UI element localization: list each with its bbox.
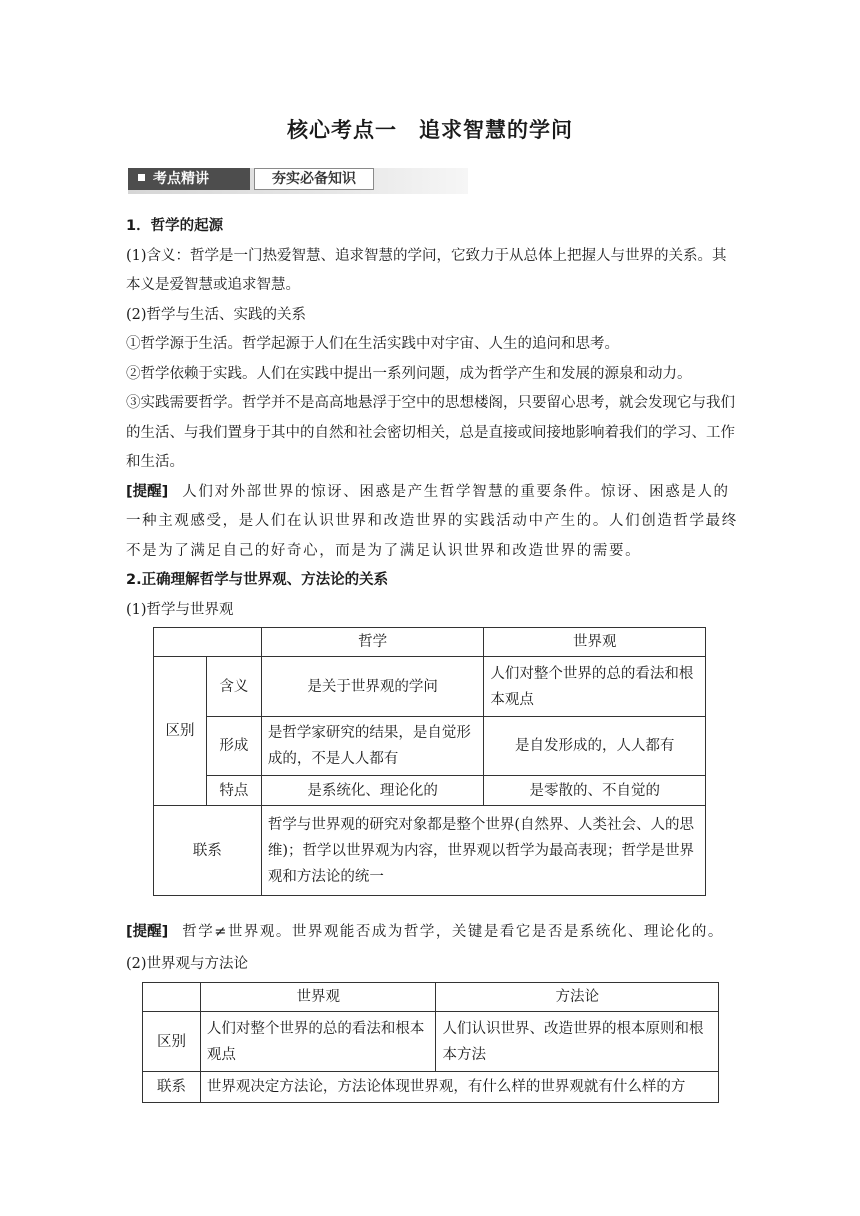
remind-note-1: [126, 478, 738, 567]
section-1: [126, 212, 738, 625]
table-cell: 世界观决定方法论，方法论体现世界观，有什么样的世界观就有什么样的方: [200, 1072, 718, 1103]
title-part1: 核心考点一: [287, 118, 397, 142]
table-cell: 是哲学家研究的结果，是自觉形成的，不是人人都有: [261, 717, 484, 776]
paragraph-point-2: ②哲学依赖于实践。人们在实践中提出一系列问题，成为哲学产生和发展的源泉和动力。: [126, 365, 692, 382]
subsection-2-title: (2)世界观与方法论: [126, 956, 249, 972]
remind-text: 哲学≠世界观。世界观能否成为哲学，关键是看它是否是系统化、理论化的。: [182, 924, 724, 940]
remind-text: 人们对外部世界的惊讶、困惑是产生哲学智慧的重要条件。惊讶、困惑是人的一种主观感受，是人们在认识世界和改造世界的实践活动中产生的。人们创造哲学最终不是为了满足自己的好奇心，而是为了满足认识世界和改造世界的需要。: [126, 483, 738, 559]
worldview-methodology-table: [142, 982, 719, 1103]
page-title: [0, 114, 860, 144]
table-row: [143, 983, 719, 1012]
remind-tag: [提醒]: [126, 924, 169, 940]
table-header-cell: 世界观: [200, 983, 436, 1012]
banner-right-label: 夯实必备知识: [254, 168, 374, 190]
table-row: [154, 657, 706, 717]
table-row: [143, 1072, 719, 1103]
table-row: [154, 628, 706, 657]
table-cell: 人们认识世界、改造世界的根本原则和根本方法: [436, 1012, 719, 1072]
remind-note-2: [126, 920, 724, 941]
row-label-cell: 含义: [206, 657, 261, 717]
table-row: [154, 717, 706, 776]
subsection-1-title: (1)哲学与世界观: [126, 601, 234, 618]
table-row: [154, 776, 706, 806]
banner-left-label: 考点精讲: [153, 171, 209, 187]
section-1-heading: 1．哲学的起源: [126, 218, 224, 234]
group-label-cell: 区别: [154, 657, 207, 806]
square-bullet-icon: [138, 174, 145, 181]
table-cell: 是零散的、不自觉的: [484, 776, 706, 806]
table-row: [154, 806, 706, 896]
row-label-cell: 区别: [143, 1012, 201, 1072]
table-cell: 人们对整个世界的总的看法和根本观点: [484, 657, 706, 717]
paragraph-point-1: ①哲学源于生活。哲学起源于人们在生活实践中对宇宙、人生的追问和思考。: [126, 336, 619, 352]
section-2-heading: 2.正确理解哲学与世界观、方法论的关系: [126, 572, 389, 588]
row-label-cell: 联系: [143, 1072, 201, 1103]
row-label-cell: 特点: [206, 776, 261, 806]
table-cell: 是关于世界观的学问: [261, 657, 484, 717]
table-header-cell: 哲学: [261, 628, 484, 657]
table-header-cell: 方法论: [436, 983, 719, 1012]
row-label-cell: 形成: [206, 717, 261, 776]
table-header-cell: [154, 628, 262, 657]
section-banner: [128, 168, 468, 194]
table-row: [143, 1012, 719, 1072]
table-cell: 人们对整个世界的总的看法和根本观点: [200, 1012, 436, 1072]
remind-tag: [提醒]: [126, 483, 169, 500]
title-part2: 追求智慧的学问: [419, 118, 573, 142]
table-cell: 哲学与世界观的研究对象都是整个世界(自然界、人类社会、人的思维)；哲学以世界观为内容，世界观以哲学为最高表现；哲学是世界观和方法论的统一: [261, 806, 705, 896]
table-header-cell: [143, 983, 201, 1012]
philosophy-worldview-table: [153, 627, 706, 896]
paragraph-relation-title: (2)哲学与生活、实践的关系: [126, 306, 307, 323]
table-cell: 是自发形成的，人人都有: [484, 717, 706, 776]
banner-left: [128, 168, 250, 190]
table-cell: 是系统化、理论化的: [261, 776, 484, 806]
paragraph-point-3: ③实践需要哲学。哲学并不是高高地悬浮于空中的思想楼阁，只要留心思考，就会发现它与我们的生活、与我们置身于其中的自然和社会密切相关，总是直接或间接地影响着我们的学习、工作和生活。: [126, 395, 735, 470]
row-label-cell: 联系: [154, 806, 262, 896]
table-header-cell: 世界观: [484, 628, 706, 657]
paragraph-meaning: (1)含义：哲学是一门热爱智慧、追求智慧的学问，它致力于从总体上把握人与世界的关系。其本义是爱智慧或追求智慧。: [126, 247, 727, 293]
